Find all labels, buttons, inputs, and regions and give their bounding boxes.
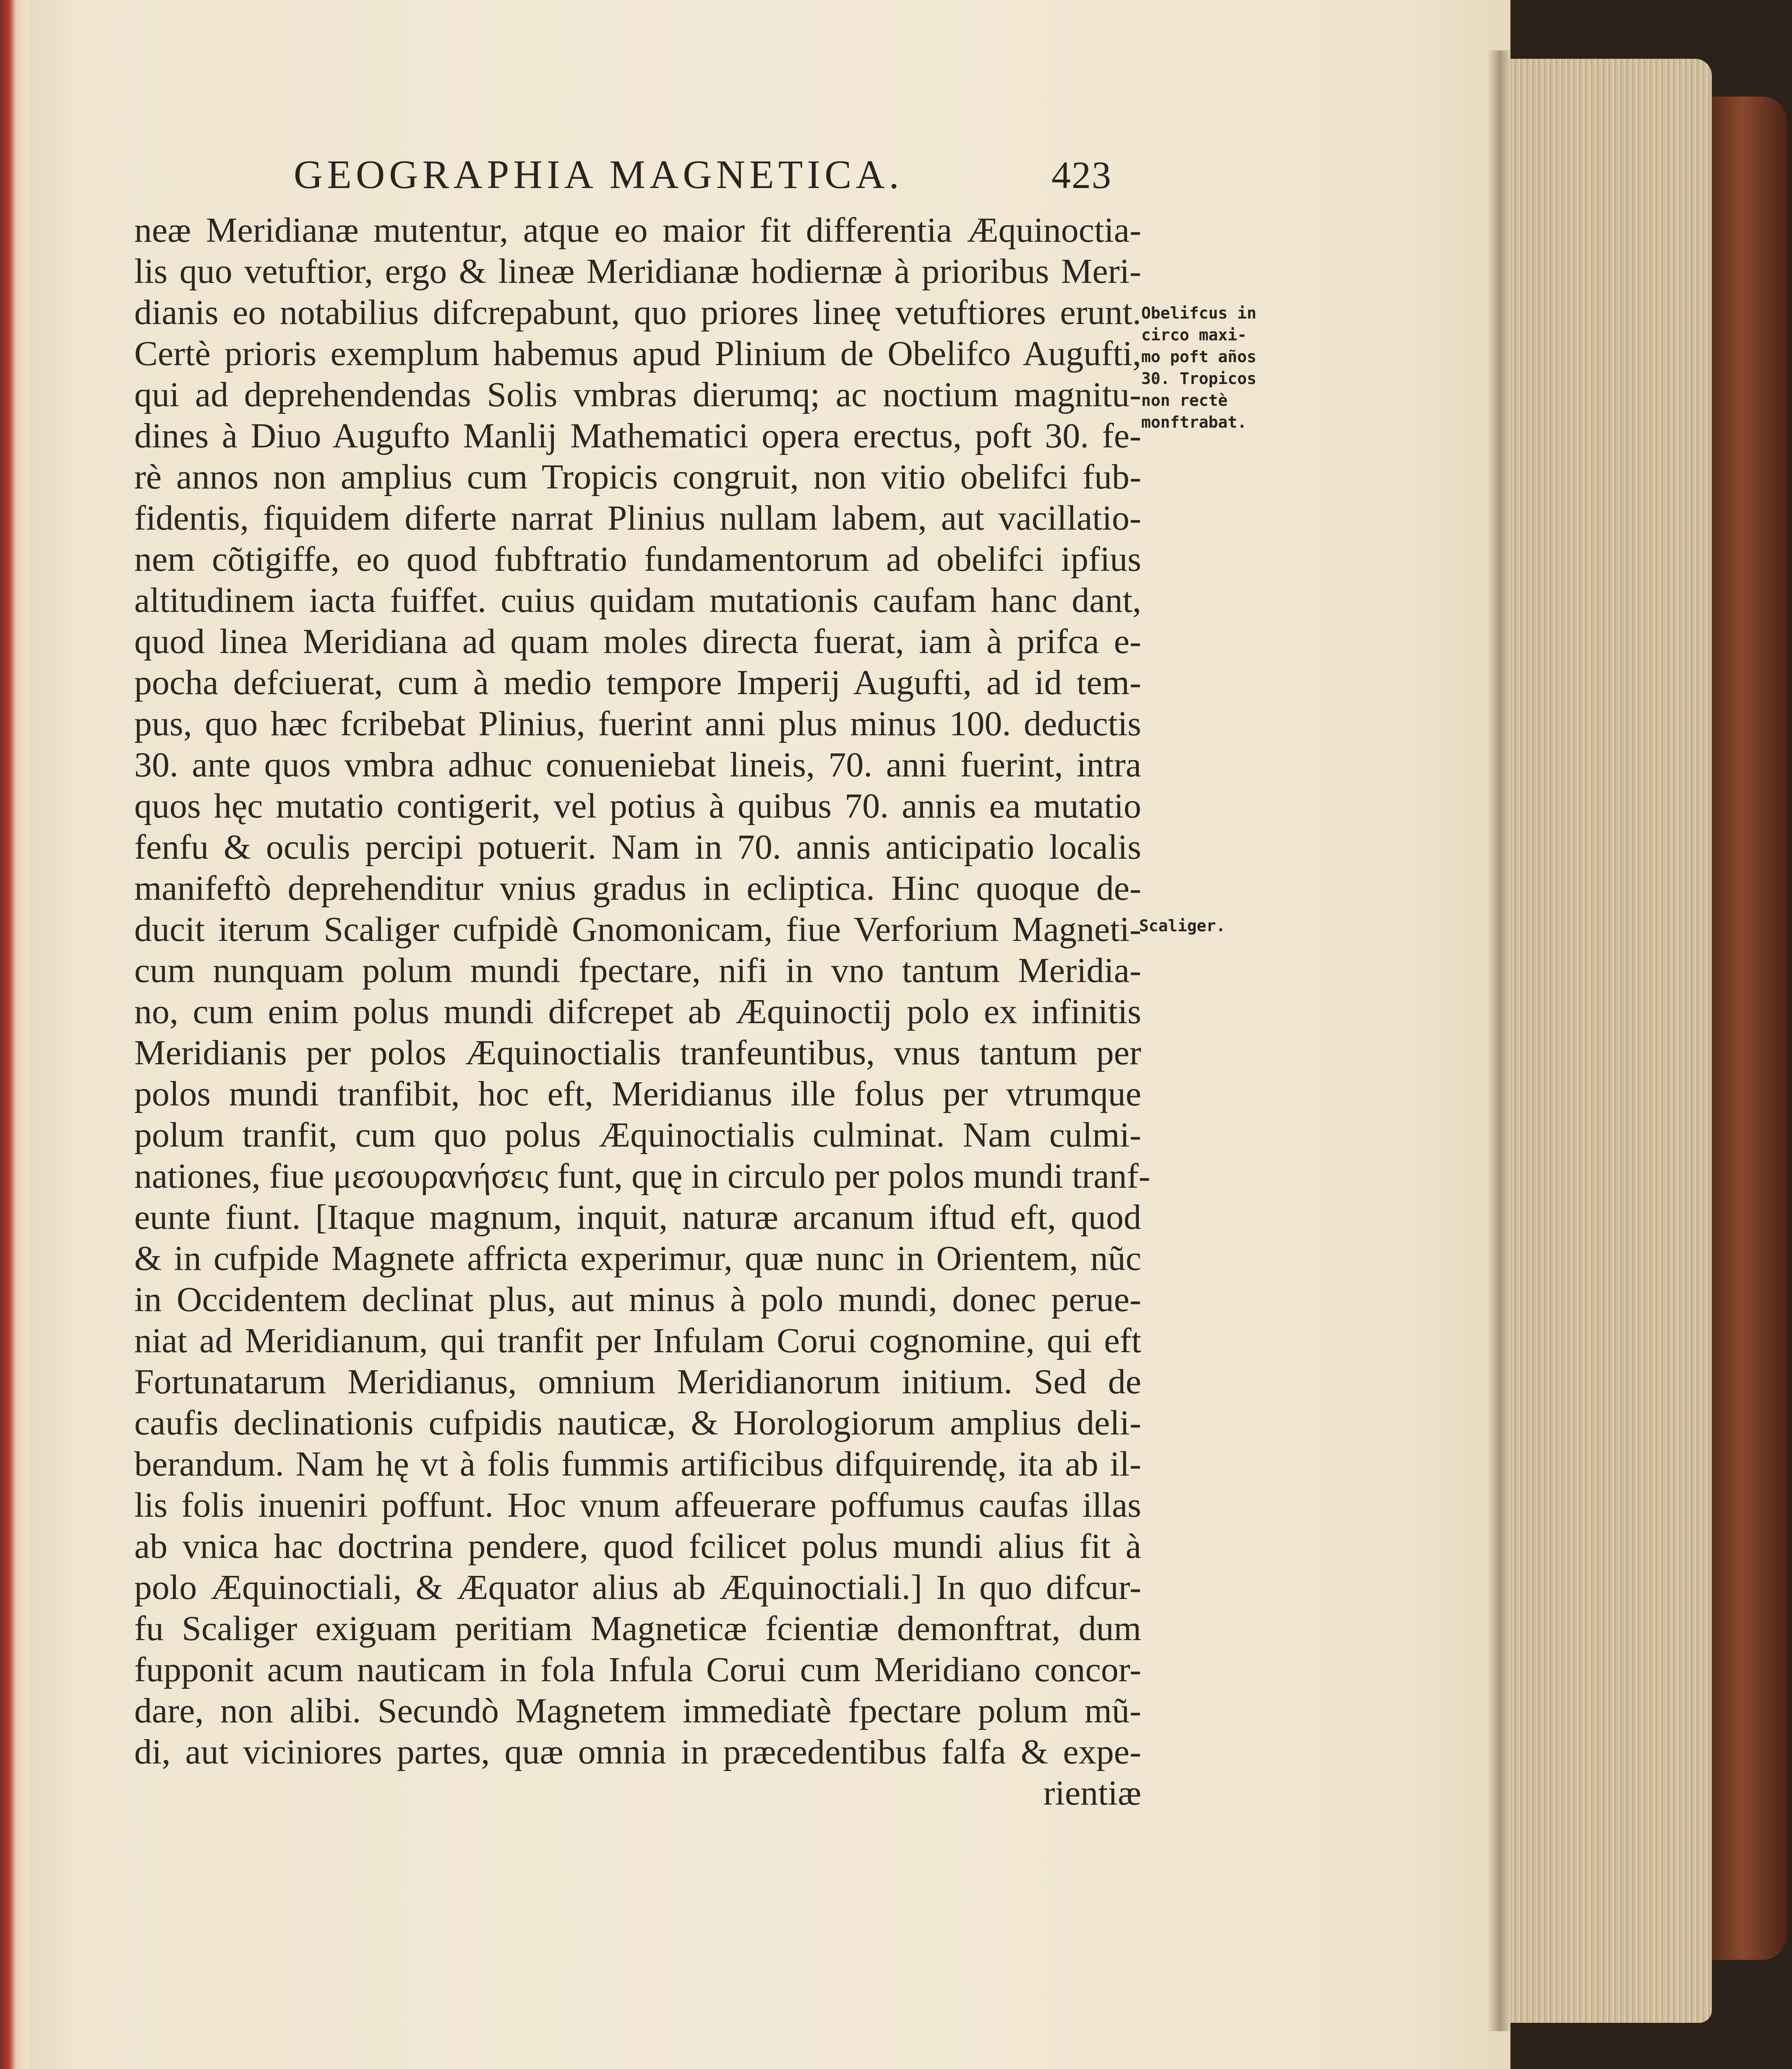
text-line: di, aut viciniores partes, quæ omnia in præcedentibus falfa & expe- <box>134 1732 1141 1771</box>
text-line: altitudinem iacta fuiffet. cuius quidam mutationis caufam hanc dant, <box>134 581 1141 620</box>
text-line: Fortunatarum Meridianus, omnium Meridianorum initium. Sed de <box>134 1362 1141 1401</box>
text-line: fidentis, fiquidem diferte narrat Plinius nullam labem, aut vacillatio- <box>134 499 1141 538</box>
text-line: fu Scaliger exiguam peritiam Magneticæ fcientiæ demonftrat, dum <box>134 1609 1141 1648</box>
running-head <box>294 151 1112 201</box>
main-text-block <box>134 210 1150 1859</box>
text-line: polum tranfit, cum quo polus Æquinoctialis culminat. Nam culmi- <box>134 1115 1141 1155</box>
text-line: qui ad deprehendendas Solis vmbras dierumq; ac noctium magnitu- <box>134 375 1141 414</box>
margin-note-line: mo poft años <box>1141 347 1257 366</box>
text-line: Certè prioris exemplum habemus apud Plinium de Obelifco Augufti, <box>134 334 1141 373</box>
text-line: pocha defciuerat, cum à medio tempore Imperij Augufti, ad id tem- <box>134 663 1141 702</box>
text-line: berandum. Nam hę vt à folis fummis artificibus difquirendę, ita ab il- <box>134 1445 1141 1484</box>
text-line: cum nunquam polum mundi fpectare, nifi in vno tantum Meridia- <box>134 951 1141 990</box>
text-line: neæ Meridianæ mutentur, atque eo maior fit differentia Æquinoctia- <box>134 211 1141 250</box>
text-line: caufis declinationis cufpidis nauticæ, & Horologiorum amplius deli- <box>134 1403 1141 1442</box>
margin-note-line: Obelifcus in <box>1141 304 1257 322</box>
text-line: fenfu & oculis percipi potuerit. Nam in 70. annis anticipatio localis <box>134 828 1141 867</box>
text-line: nem cõtigiffe, eo quod fubftratio fundamentorum ad obelifci ipfius <box>134 540 1141 579</box>
text-line: quos hęc mutatio contigerit, vel potius à quibus 70. annis ea mutatio <box>134 786 1141 826</box>
text-line: in Occidentem declinat plus, aut minus à polo mundi, donec perue- <box>134 1280 1141 1319</box>
text-line: Meridianis per polos Æquinoctialis tranfeuntibus, vnus tantum per <box>134 1033 1141 1072</box>
text-line: dare, non alibi. Secundò Magnetem immediatè fpectare polum mũ- <box>134 1691 1141 1730</box>
text-line: dines à Diuo Augufto Manlij Mathematici opera erectus, poft 30. fe- <box>134 416 1141 455</box>
margin-note-obelisk <box>1141 302 1257 433</box>
page-edge-shadow <box>1487 50 1513 2031</box>
margin-note-line: monftrabat. <box>1141 413 1247 431</box>
text-line: fupponit acum nauticam in fola Infula Corui cum Meridiano concor- <box>134 1650 1141 1689</box>
text-line: eunte fiunt. [Itaque magnum, inquit, naturæ arcanum iftud eft, quod <box>134 1198 1141 1237</box>
margin-note-line: non rectè <box>1141 391 1228 410</box>
text-line: 30. ante quos vmbra adhuc conueniebat lineis, 70. anni fuerint, intra <box>134 745 1141 784</box>
margin-note-scaliger: Scaliger. <box>1139 917 1226 935</box>
text-line: lis quo vetuftior, ergo & lineæ Meridianæ hodiernæ à prioribus Meri- <box>134 252 1141 291</box>
text-line: dianis eo notabilius difcrepabunt, quo priores lineę vetuftiores erunt. <box>134 293 1141 332</box>
text-line: lis folis inueniri poffunt. Hoc vnum affeuerare poffumus caufas illas <box>134 1486 1141 1525</box>
text-line: ab vnica hac doctrina pendere, quod fcilicet polus mundi alius fit à <box>134 1527 1141 1566</box>
text-line: nationes, fiue μεσουρανήσεις funt, quę in circulo per polos mundi tranf- <box>134 1157 1150 1196</box>
text-line: polos mundi tranfibit, hoc eft, Meridianus ille folus per vtrumque <box>134 1074 1141 1113</box>
page-number: 423 <box>1051 154 1112 196</box>
text-line: no, cum enim polus mundi difcrepet ab Æquinoctij polo ex infinitis <box>134 992 1141 1031</box>
book-cover-edge <box>1712 97 1787 1960</box>
text-line: & in cufpide Magnete affricta experimur, quæ nunc in Orientem, nũc <box>134 1239 1141 1278</box>
text-line: quod linea Meridiana ad quam moles directa fuerat, iam à prifca e- <box>134 622 1141 661</box>
text-line: ducit iterum Scaliger cufpidè Gnomonicam, fiue Verforium Magneti- <box>134 910 1141 949</box>
margin-note-line: circo maxi- <box>1141 326 1247 344</box>
text-line: polo Æquinoctiali, & Æquator alius ab Æquinoctiali.] In quo difcur- <box>134 1568 1141 1607</box>
text-line: rè annos non amplius cum Tropicis congruit, non vitio obelifci fub- <box>134 457 1141 496</box>
text-line: pus, quo hæc fcribebat Plinius, fuerint anni plus minus 100. deductis <box>134 704 1141 743</box>
text-line: manifeftò deprehenditur vnius gradus in ecliptica. Hinc quoque de- <box>134 869 1141 908</box>
text-line: niat ad Meridianum, qui tranfit per Infulam Corui cognomine, qui eft <box>134 1321 1141 1360</box>
running-title: GEOGRAPHIA MAGNETICA. <box>294 152 903 197</box>
margin-note-line: 30. Tropicos <box>1141 369 1257 388</box>
page-fore-edge <box>1494 59 1712 2023</box>
book-spine-edge <box>0 0 29 2069</box>
catchword: rientiæ <box>1043 1774 1141 1813</box>
